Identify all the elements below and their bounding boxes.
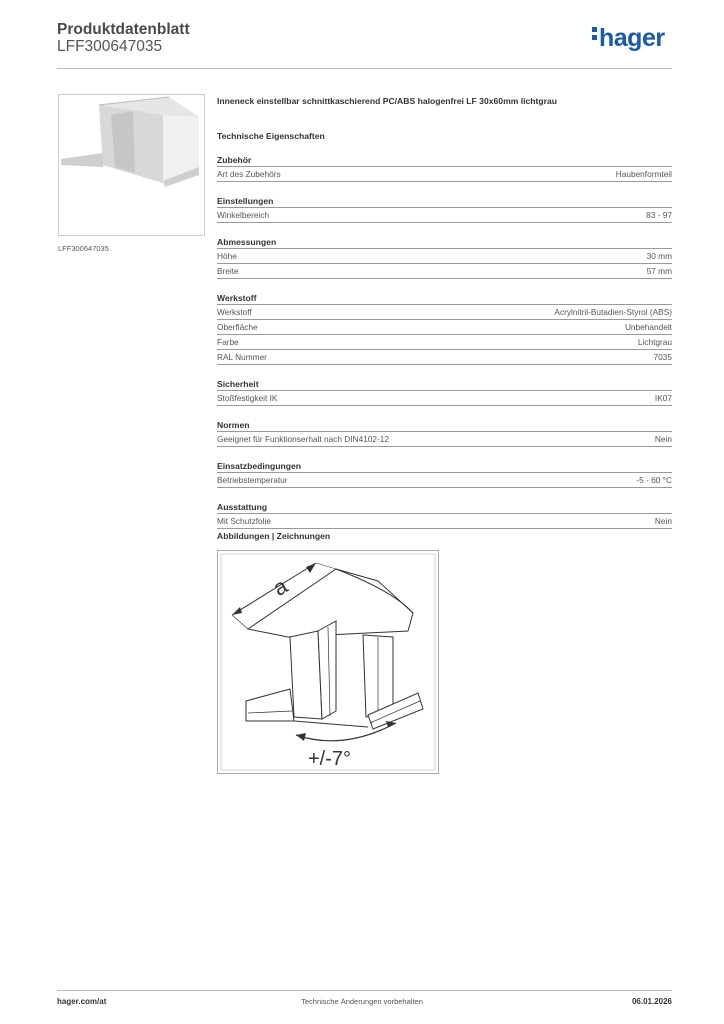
spec-label: Stoßfestigkeit IK [217,393,278,403]
spec-value: 57 mm [646,266,672,276]
spec-value: Nein [654,434,672,444]
hager-logo [592,26,665,51]
spec-row [217,305,672,320]
spec-value: -5 - 60 °C [636,475,672,485]
spec-row [217,264,672,279]
logo-text: hager [599,24,665,52]
spec-row [217,391,672,406]
section-abmessungen [217,237,672,279]
section-einsatzbedingungen [217,461,672,488]
logo-dots-icon [592,27,597,43]
spec-label: Farbe [217,337,239,347]
spec-value: IK07 [654,393,672,403]
spec-row [217,335,672,350]
spec-label: Oberfläche [217,322,258,332]
section-normen [217,420,672,447]
page-title: Produktdatenblatt [57,21,190,38]
spec-row [217,249,672,264]
spec-value: 30 mm [646,251,672,261]
spec-label: Art des Zubehörs [217,169,281,179]
section-title: Einsatzbedingungen [217,461,672,473]
section-zubehoer [217,155,672,182]
spec-row [217,350,672,365]
section-title: Einstellungen [217,196,672,208]
section-title: Zubehör [217,155,672,167]
spec-label: Werkstoff [217,307,252,317]
section-title: Sicherheit [217,379,672,391]
spec-value: Lichtgrau [637,337,672,347]
spec-value: 83 - 97 [646,210,672,220]
section-werkstoff [217,293,672,365]
angle-label: +/-7° [308,748,352,770]
spec-row [217,167,672,182]
section-sicherheit [217,379,672,406]
tech-heading: Technische Eigenschaften [217,131,325,141]
section-ausstattung [217,502,672,529]
spec-value: Acrylnitril-Butadien-Styrol (ABS) [554,307,672,317]
spec-label: Mit Schutzfolie [217,516,271,526]
spec-row [217,432,672,447]
spec-value: Nein [654,516,672,526]
spec-value: Haubenformteil [615,169,672,179]
spec-value: 7035 [653,352,672,362]
corner-drawing-icon [218,551,438,773]
spec-label: Breite [217,266,239,276]
section-title: Abmessungen [217,237,672,249]
technical-drawing [217,550,439,774]
article-number: LFF300647035 [57,38,163,55]
spec-value: Unbehandelt [624,322,672,332]
spec-label: Höhe [217,251,237,261]
spec-label: Winkelbereich [217,210,270,220]
footer-notice: Technische Änderungen vorbehalten [301,997,423,1006]
spec-label: Betriebstemperatur [217,475,288,485]
drawings-heading: Abbildungen | Zeichnungen [217,531,331,541]
footer-divider [57,990,672,991]
spec-label: RAL Nummer [217,352,267,362]
footer-website[interactable]: hager.com/at [57,997,107,1006]
footer-date: 06.01.2026 [631,997,672,1006]
spec-row [217,473,672,488]
section-title: Normen [217,420,672,432]
section-title: Ausstattung [217,502,672,514]
section-einstellungen [217,196,672,223]
product-image [58,94,205,236]
spec-row [217,208,672,223]
section-title: Werkstoff [217,293,672,305]
corner-piece-photo-icon [59,95,204,235]
spec-label: Geeignet für Funktionserhalt nach DIN4102-12 [217,434,390,444]
product-name: Inneneck einstellbar schnittkaschierend PC/ABS halogenfrei LF 30x60mm lichtgrau [217,96,558,106]
spec-row [217,320,672,335]
spec-row [217,514,672,529]
spec-area [217,96,672,529]
dimension-label: a [268,573,292,601]
header-divider [57,68,672,69]
product-image-caption: LFF300647035 [58,244,109,253]
